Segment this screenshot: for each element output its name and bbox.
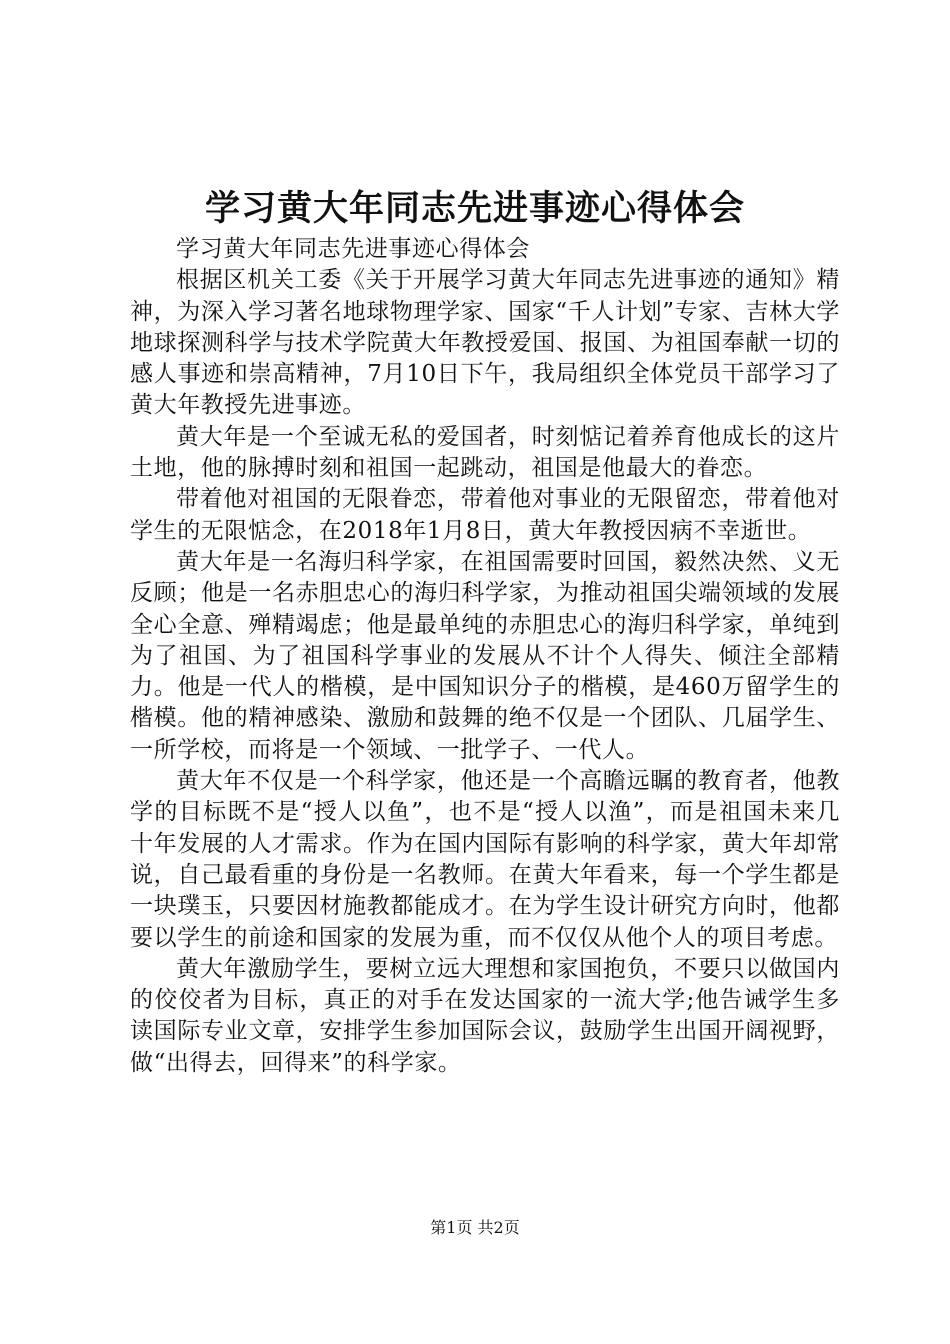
paragraph-students: 黄大年激励学生，要树立远大理想和家国抱负，不要只以做国内的佼佼者为目标，真正的对手在发达国家的一流大学;他告诫学生多读国际专业文章，安排学生参加国际会议，鼓励学生出国开阔视野，做“出得去，回得来”的科学家。 (130, 955, 840, 1076)
paragraph-subtitle: 学习黄大年同志先进事迹心得体会 (176, 236, 530, 262)
document-body (130, 234, 840, 1079)
paragraph-scientist: 黄大年是一名海归科学家，在祖国需要时回国，毅然决然、义无反顾；他是一名赤胆忠心的海归科学家，为推动祖国尖端领域的发展全心全意、殚精竭虑；他是最单纯的赤胆忠心的海归科学家，单纯到为了祖国、为了祖国科学事业的发展从不计个人得失、倾注全部精力。他是一代人的楷模，是中国知识分子的楷模，是460万留学生的楷模。他的精神感染、激励和鼓舞的绝不仅是一个团队、几届学生、一所学校，而将是一个领域、一批学子、一代人。 (130, 548, 840, 763)
paragraph-intro: 根据区机关工委《关于开展学习黄大年同志先进事迹的通知》精神，为深入学习著名地球物理学家、国家“千人计划”专家、吉林大学地球探测科学与技术学院黄大年教授爱国、报国、为祖国奉献一切的感人事迹和崇高精神，7月10日下午，我局组织全体党员干部学习了黄大年教授先进事迹。 (130, 267, 840, 419)
paragraph-educator: 黄大年不仅是一个科学家，他还是一个高瞻远瞩的教育者，他教学的目标既不是“授人以鱼”，也不是“授人以渔”，而是祖国未来几十年发展的人才需求。作为在国内国际有影响的科学家，黄大年却常说，自己最看重的身份是一名教师。在黄大年看来，每一个学生都是一块璞玉，只要因材施教都能成才。在为学生设计研究方向时，他都要以学生的前途和国家的发展为重，而不仅仅从他个人的项目考虑。 (130, 768, 840, 951)
paragraph-passing: 带着他对祖国的无限眷恋，带着他对事业的无限留恋，带着他对学生的无限惦念，在2018年1月8日，黄大年教授因病不幸逝世。 (130, 486, 840, 544)
page-footer: 第1页 共2页 (430, 1218, 520, 1237)
paragraph-patriot: 黄大年是一个至诚无私的爱国者，时刻惦记着养育他成长的这片土地，他的脉搏时刻和祖国一起跳动，祖国是他最大的眷恋。 (130, 423, 840, 482)
document-title: 学习黄大年同志先进事迹心得体会 (204, 189, 745, 229)
